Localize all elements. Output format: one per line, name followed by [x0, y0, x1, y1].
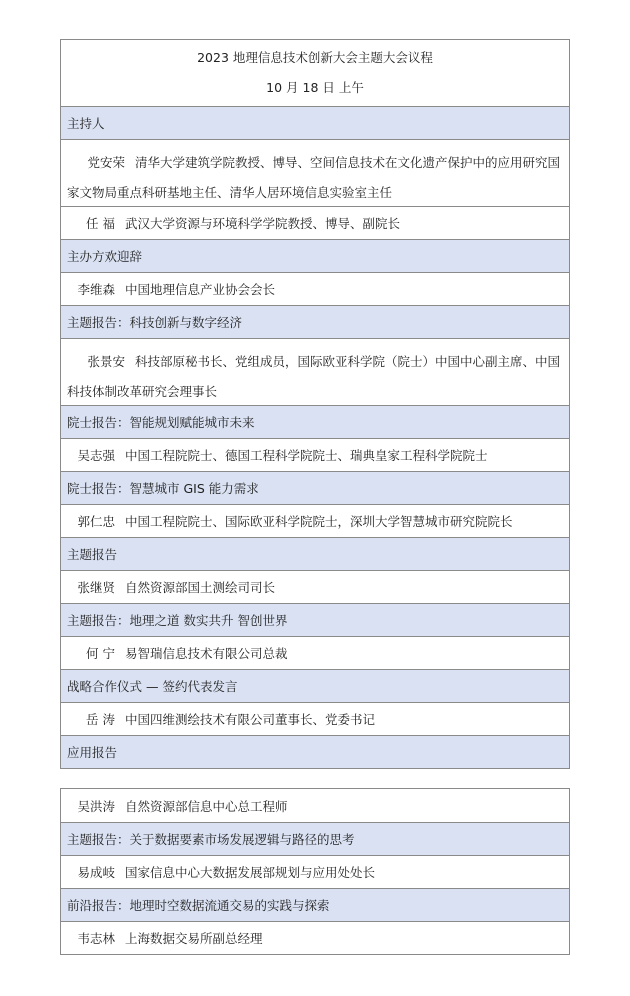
- speaker-row: [61, 570, 569, 603]
- speaker-title: 国家信息中心大数据发展部规划与应用处处长: [125, 865, 376, 880]
- speaker-name: 易成岐: [77, 865, 115, 880]
- speaker-row: [61, 206, 569, 239]
- agenda-table-continued: [60, 788, 570, 955]
- speaker-row: [61, 921, 569, 954]
- speaker-title: 自然资源部国土测绘司司长: [125, 580, 276, 595]
- speaker-name: 张继贤: [77, 580, 115, 595]
- speaker-title: 中国四维测绘技术有限公司董事长、党委书记: [125, 712, 376, 727]
- agenda-table: [60, 39, 570, 769]
- section-header: 主题报告：地理之道 数实共升 智创世界: [61, 603, 569, 636]
- section-header: 应用报告: [61, 735, 569, 768]
- speaker-name: 吴洪涛: [77, 798, 115, 814]
- section-header: 院士报告：智能规划赋能城市未来: [61, 405, 569, 438]
- speaker-row: [61, 139, 569, 206]
- speaker-title: 易智瑞信息技术有限公司总裁: [125, 646, 288, 661]
- speaker-name: 岳 涛: [86, 712, 115, 727]
- speaker-row: [61, 636, 569, 669]
- speaker-name: 任 福: [86, 216, 115, 231]
- speaker-title: 中国地理信息产业协会会长: [125, 282, 276, 297]
- session-date: 10 月 18 日 上午: [266, 80, 364, 95]
- speaker-title: 中国工程院院士、国际欧亚科学院院士，深圳大学智慧城市研究院院长: [125, 514, 513, 529]
- section-header: 战略合作仪式 — 签约代表发言: [61, 669, 569, 702]
- section-header: 前沿报告：地理时空数据流通交易的实践与探索: [61, 888, 569, 921]
- section-header: 主题报告：科技创新与数字经济: [61, 305, 569, 338]
- speaker-title: 清华大学建筑学院教授、博导、空间信息技术在文化遗产保护中的应用研究国家文物局重点科研基地主任、清华人居环境信息实验室主任: [67, 155, 561, 200]
- speaker-name: 吴志强: [77, 448, 115, 463]
- speaker-title: 自然资源部信息中心总工程师: [125, 798, 288, 814]
- section-header: 主题报告：关于数据要素市场发展逻辑与路径的思考: [61, 822, 569, 855]
- speaker-row: [61, 702, 569, 735]
- speaker-title: 武汉大学资源与环境科学学院教授、博导、副院长: [125, 216, 401, 231]
- speaker-name: 张景安: [87, 354, 125, 369]
- speaker-row: [61, 438, 569, 471]
- speaker-title: 上海数据交易所副总经理: [125, 931, 263, 946]
- speaker-row: [61, 504, 569, 537]
- speaker-name: 党安荣: [87, 155, 125, 170]
- speaker-row: [61, 338, 569, 405]
- speaker-title: 中国工程院院士、德国工程科学院院士、瑞典皇家工程科学院院士: [125, 448, 488, 463]
- section-header: 院士报告：智慧城市 GIS 能力需求: [61, 471, 569, 504]
- title-block: [61, 40, 569, 106]
- speaker-title: 科技部原秘书长、党组成员，国际欧亚科学院（院士）中国中心副主席、中国科技体制改革研究会理事长: [67, 354, 561, 399]
- speaker-name: 郭仁忠: [77, 514, 115, 529]
- speaker-row: [61, 789, 569, 822]
- speaker-name: 韦志林: [77, 931, 115, 946]
- speaker-name: 何 宁: [86, 646, 115, 661]
- page-title: 2023 地理信息技术创新大会主题大会议程: [197, 50, 433, 65]
- section-header: 主办方欢迎辞: [61, 239, 569, 272]
- speaker-row: [61, 855, 569, 888]
- speaker-row: [61, 272, 569, 305]
- section-header: 主持人: [61, 106, 569, 139]
- speaker-name: 李维森: [77, 282, 115, 297]
- section-header: 主题报告: [61, 537, 569, 570]
